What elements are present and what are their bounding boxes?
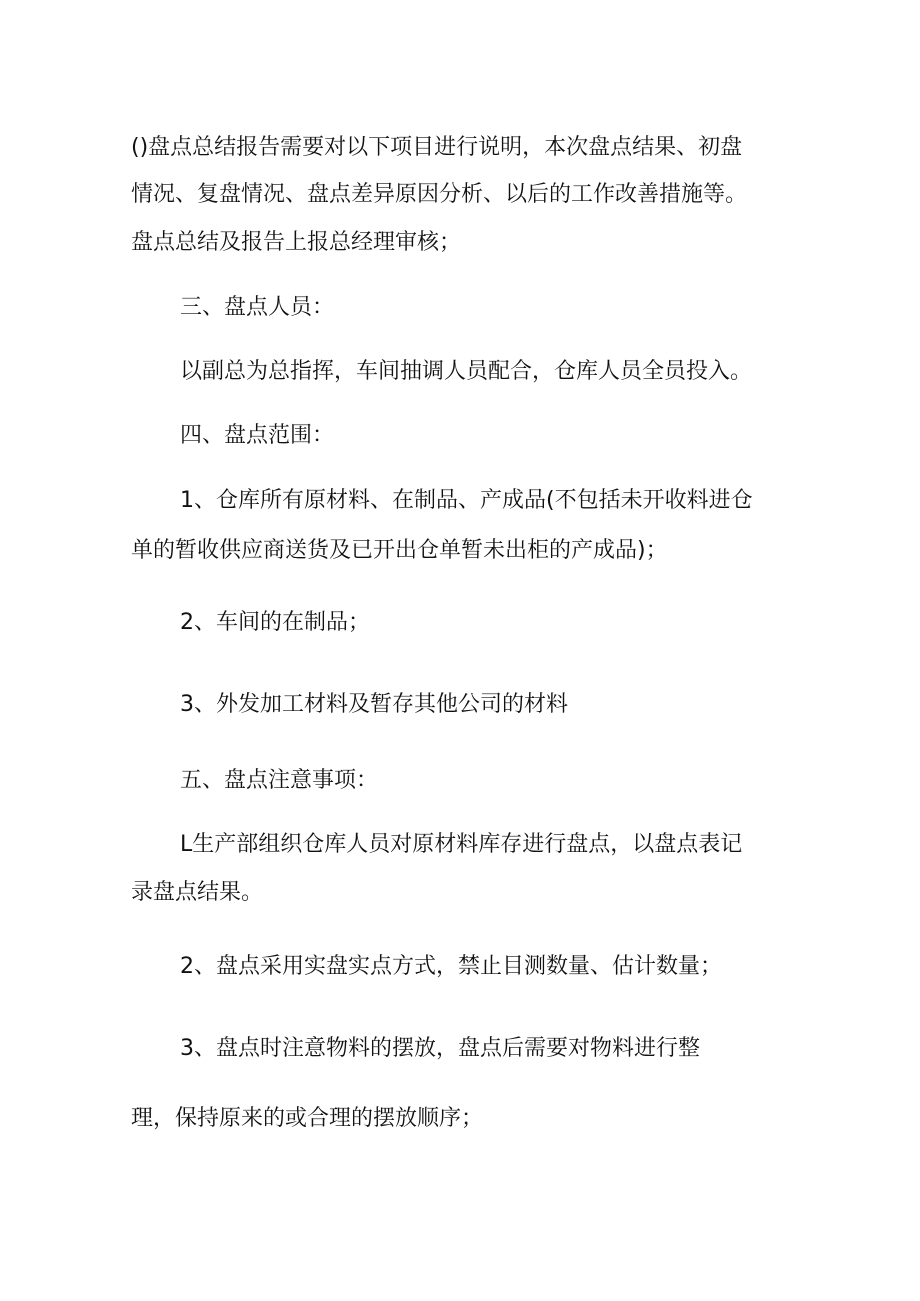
scope-item-1-line-2: 单的暂收供应商送货及已开出仓单暂未出柜的产成品)； xyxy=(131,538,668,563)
section-heading-scope: 四、盘点范围： xyxy=(180,423,335,448)
scope-item-2: 2、车间的在制品； xyxy=(180,610,370,635)
scope-item-3: 3、外发加工材料及暂存其他公司的材料 xyxy=(180,692,568,717)
notes-item-1-line-2: 录盘点结果。 xyxy=(131,880,264,905)
personnel-text: 以副总为总指挥，车间抽调人员配合，仓库人员全员投入。 xyxy=(180,359,753,384)
summary-report-line-1: ()盘点总结报告需要对以下项目进行说明，本次盘点结果、初盘 xyxy=(131,135,743,160)
summary-report-line-2: 情况、复盘情况、盘点差异原因分析、以后的工作改善措施等。 xyxy=(131,182,748,207)
section-heading-personnel: 三、盘点人员： xyxy=(180,295,335,320)
notes-item-2: 2、盘点采用实盘实点方式，禁止目测数量、估计数量； xyxy=(180,954,722,979)
summary-report-line-3: 盘点总结及报告上报总经理审核； xyxy=(131,230,462,255)
notes-item-1-line-1: L生产部组织仓库人员对原材料库存进行盘点，以盘点表记 xyxy=(180,832,743,857)
notes-item-3-line-1: 3、盘点时注意物料的摆放，盘点后需要对物料进行整 xyxy=(180,1036,700,1061)
scope-item-1-line-1: 1、仓库所有原材料、在制品、产成品(不包括未开收料进仓 xyxy=(180,488,753,513)
notes-item-3-line-2: 理，保持原来的或合理的摆放顺序； xyxy=(131,1106,484,1131)
section-heading-notes: 五、盘点注意事项： xyxy=(180,768,379,793)
